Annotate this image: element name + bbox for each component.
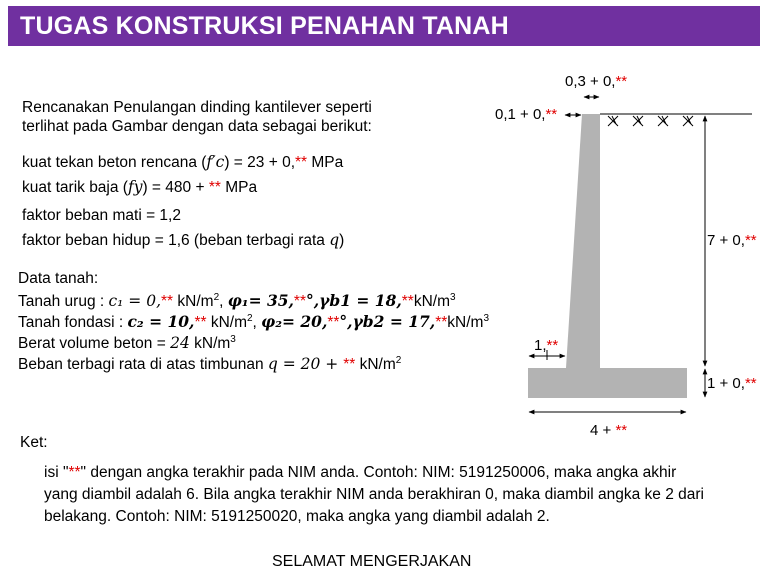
- param-fy: kuat tarik baja (fy) = 480 + ** MPa: [22, 178, 258, 196]
- label-base-width: 4 + **: [590, 422, 628, 439]
- soil-heading: Data tanah:: [18, 270, 99, 287]
- notes-heading: Ket:: [20, 434, 48, 451]
- fc-symbol: f′c: [206, 153, 225, 171]
- label-offset: 0,1 + 0,**: [495, 106, 558, 123]
- soil-surcharge: Beban terbagi rata di atas timbunan q = 20 + ** $kN/m^2$: [18, 355, 402, 374]
- intro-line-1: Rencanakan Penulangan dinding kantilever seperti: [22, 99, 372, 116]
- fy-symbol: fy: [127, 178, 143, 196]
- soil-fill: Tanah urug : c₁ = 0,** $kN/m^2$, $\varphi_1= 35,**^\circ,\gamma b1 = 18,**kN/m^3$: [18, 291, 456, 311]
- param-fc: kuat tekan beton rencana (f′c) = 23 + 0,** MPa: [22, 153, 344, 171]
- label-toe: 1,**: [534, 337, 559, 354]
- label-base-thickness: 1 + 0,**: [707, 375, 757, 392]
- label-top-width: 0,3 + 0,**: [565, 73, 628, 90]
- soil-foundation: Tanah fondasi : c₂ = 10,** $kN/m^2$, $\varphi_2= 20,**^\circ,\gamma b2 = 17,**kN/m^3$: [18, 312, 489, 332]
- param-live-load: faktor beban hidup = 1,6 (beban terbagi rata q): [22, 231, 345, 249]
- wall-base: [528, 368, 687, 398]
- soil-hatch: [608, 116, 693, 126]
- param-dead-load: faktor beban mati = 1,2: [22, 207, 181, 224]
- intro-line-2: terlihat pada Gambar dengan data sebagai berikut:: [22, 118, 372, 135]
- closing-text: SELAMAT MENGERJAKAN: [272, 553, 472, 570]
- page-title: TUGAS KONSTRUKSI PENAHAN TANAH: [20, 12, 509, 40]
- notes-text: isi "**" dengan angka terakhir pada NIM anda. Contoh: NIM: 5191250006, maka angka akhir yang diambil adalah 6. Bila angka terakhir NIM anda berakhiran 0, maka diambil angka ke 2 dari belakang. Contoh: NIM: 5191250020, maka angka yang diambil adalah 2.: [44, 464, 704, 525]
- soil-concrete-weight: Berat volume beton = 24 $kN/m^3$: [18, 334, 236, 353]
- label-height: 7 + 0,**: [707, 232, 757, 249]
- wall-stem: [566, 114, 600, 368]
